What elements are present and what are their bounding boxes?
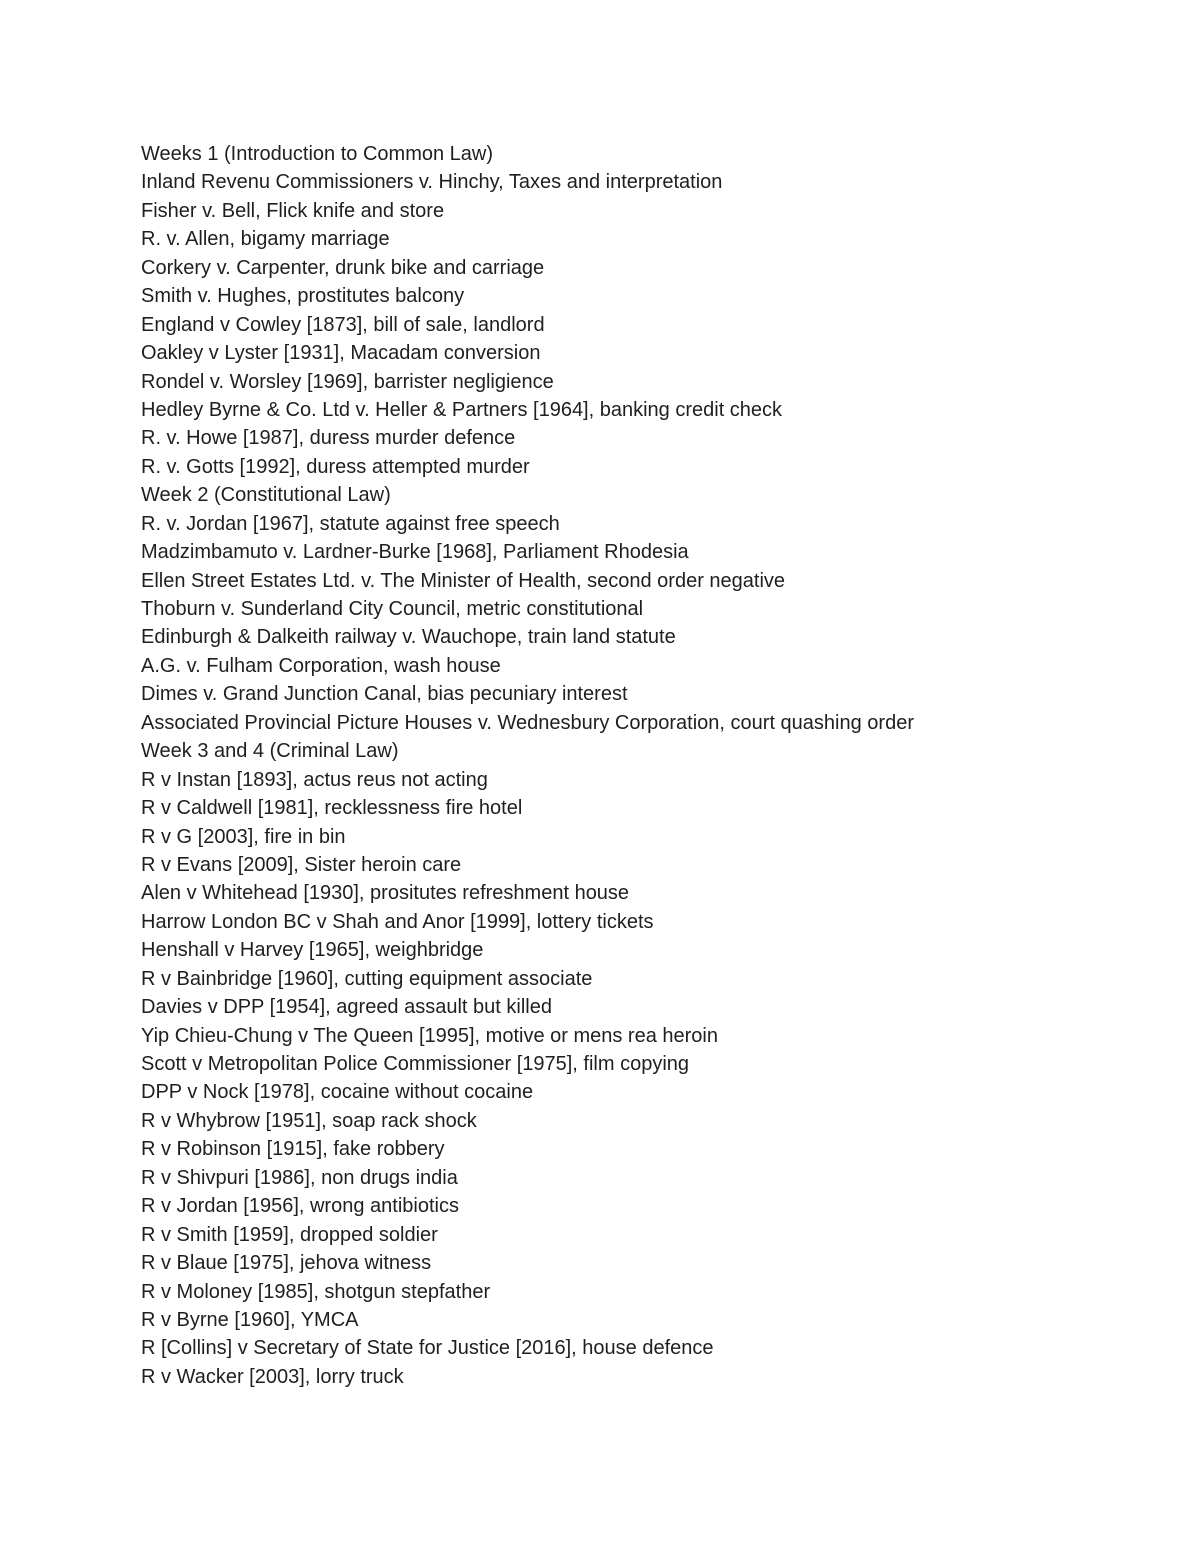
case-line: Henshall v Harvey [1965], weighbridge [141,939,484,962]
case-line: R v Smith [1959], dropped soldier [141,1223,438,1246]
case-line: R [Collins] v Secretary of State for Justice [2016], house defence [141,1337,714,1360]
case-line: R. v. Gotts [1992], duress attempted murder [141,455,530,478]
case-line: Harrow London BC v Shah and Anor [1999], lottery tickets [141,910,654,933]
case-list [141,140,914,1391]
case-line: Davies v DPP [1954], agreed assault but killed [141,996,552,1019]
case-line: Oakley v Lyster [1931], Macadam conversion [141,342,541,365]
case-line: R v Robinson [1915], fake robbery [141,1138,445,1161]
case-line: R v Whybrow [1951], soap rack shock [141,1109,477,1132]
case-line: R v G [2003], fire in bin [141,825,346,848]
case-line: Smith v. Hughes, prostitutes balcony [141,285,465,308]
case-line: DPP v Nock [1978], cocaine without cocaine [141,1081,534,1104]
case-line: R v Bainbridge [1960], cutting equipment associate [141,967,593,990]
case-line: R. v. Howe [1987], duress murder defence [141,427,516,450]
case-line: Hedley Byrne & Co. Ltd v. Heller & Partners [1964], banking credit check [141,398,783,421]
case-line: R. v. Allen, bigamy marriage [141,228,390,251]
case-line: Dimes v. Grand Junction Canal, bias pecuniary interest [141,683,628,706]
case-line: England v Cowley [1873], bill of sale, landlord [141,313,545,336]
case-line: Edinburgh & Dalkeith railway v. Wauchope, train land statute [141,626,676,649]
section-heading-week-2: Week 2 (Constitutional Law) [141,484,391,507]
case-line: Inland Revenu Commissioners v. Hinchy, Taxes and interpretation [141,171,723,194]
case-line: Corkery v. Carpenter, drunk bike and carriage [141,256,545,279]
case-line: R v Caldwell [1981], recklessness fire hotel [141,797,523,820]
case-line: R v Wacker [2003], lorry truck [141,1365,404,1388]
case-line: Yip Chieu-Chung v The Queen [1995], motive or mens rea heroin [141,1024,718,1047]
case-line: A.G. v. Fulham Corporation, wash house [141,654,501,677]
case-line: R v Moloney [1985], shotgun stepfather [141,1280,491,1303]
case-line: R v Byrne [1960], YMCA [141,1308,359,1331]
case-line: R v Shivpuri [1986], non drugs india [141,1166,458,1189]
case-line: Scott v Metropolitan Police Commissioner [1975], film copying [141,1053,690,1075]
case-line: Associated Provincial Picture Houses v. Wednesbury Corporation, court quashing order [141,711,914,734]
section-heading-week-3-4: Week 3 and 4 (Criminal Law) [141,740,399,763]
case-line: Madzimbamuto v. Lardner-Burke [1968], Parliament Rhodesia [141,541,689,564]
case-line: R v Instan [1893], actus reus not acting [141,768,488,791]
section-heading-week-1: Weeks 1 (Introduction to Common Law) [141,143,494,165]
case-line: R. v. Jordan [1967], statute against free speech [141,512,560,535]
case-line: Thoburn v. Sunderland City Council, metric constitutional [141,598,644,620]
case-line: Fisher v. Bell, Flick knife and store [141,199,445,222]
case-line: R v Jordan [1956], wrong antibiotics [141,1195,459,1218]
case-line: R v Blaue [1975], jehova witness [141,1252,432,1275]
case-line: Ellen Street Estates Ltd. v. The Minister of Health, second order negative [141,569,786,592]
case-line: Alen v Whitehead [1930], prositutes refreshment house [141,882,630,905]
case-line: Rondel v. Worsley [1969], barrister negligience [141,370,554,393]
case-line: R v Evans [2009], Sister heroin care [141,853,462,876]
